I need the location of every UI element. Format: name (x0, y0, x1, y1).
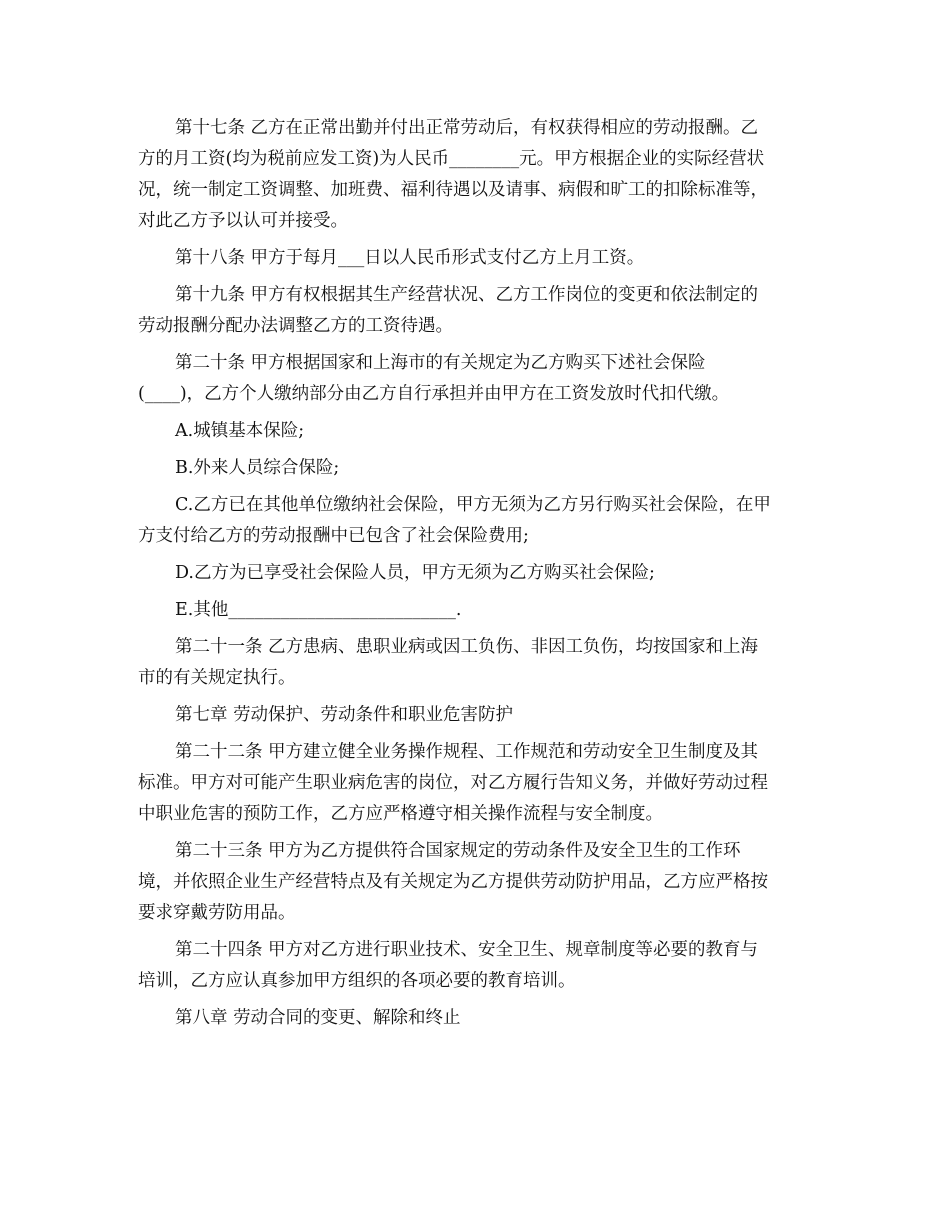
article-21 (138, 632, 814, 694)
text-line: 第十八条 甲方于每月___日以人民币形式支付乙方上月工资。 (175, 248, 645, 268)
text-line: 况，统一制定工资调整、加班费、福利待遇以及请事、病假和旷工的扣除标准等， (138, 180, 768, 200)
text-line: 标准。甲方对可能产生职业病危害的岗位，对乙方履行告知义务，并做好劳动过程 (138, 773, 768, 793)
text-line: 劳动报酬分配办法调整乙方的工资待遇。 (138, 316, 453, 336)
chapter-8-heading (138, 1003, 814, 1034)
article-19 (138, 280, 814, 342)
text-line: 第二十三条 甲方为乙方提供符合国家规定的劳动条件及安全卫生的工作环 (175, 841, 741, 861)
text-line: 第七章 劳动保护、劳动条件和职业危害防护 (175, 705, 514, 725)
text-line: 方的月工资(均为税前应发工资)为人民币________元。甲方根据企业的实际经营状 (138, 149, 765, 169)
option-c (138, 490, 814, 552)
text-line: 境，并依照企业生产经营特点及有关规定为乙方提供劳动防护用品，乙方应严格按 (138, 872, 768, 892)
article-18 (138, 243, 814, 274)
text-line: 第二十一条 乙方患病、患职业病或因工负伤、非因工负伤，均按国家和上海 (175, 637, 759, 657)
text-line: 方支付给乙方的劳动报酬中已包含了社会保险费用; (138, 526, 529, 546)
option-d (138, 558, 814, 589)
text-line: 第十七条 乙方在正常出勤并付出正常劳动后，有权获得相应的劳动报酬。乙 (175, 118, 759, 138)
text-line: 第八章 劳动合同的变更、解除和终止 (175, 1008, 461, 1028)
text-line: C.乙方已在其他单位缴纳社会保险，甲方无须为乙方另行购买社会保险，在甲 (175, 495, 771, 515)
option-e (138, 595, 814, 626)
text-line: B.外来人员综合保险; (175, 458, 340, 478)
text-line: E.其他__________________________. (175, 600, 462, 620)
text-line: 第二十二条 甲方建立健全业务操作规程、工作规范和劳动安全卫生制度及其 (175, 742, 759, 762)
text-line: 第十九条 甲方有权根据其生产经营状况、乙方工作岗位的变更和依法制定的 (175, 285, 759, 305)
text-line: 对此乙方予以认可并接受。 (138, 211, 348, 231)
text-line: 中职业危害的预防工作，乙方应严格遵守相关操作流程与安全制度。 (138, 804, 663, 824)
option-a (138, 416, 814, 447)
article-22 (138, 737, 814, 830)
text-line: 第二十四条 甲方对乙方进行职业技术、安全卫生、规章制度等必要的教育与 (175, 940, 759, 960)
text-line: (____)，乙方个人缴纳部分由乙方自行承担并由甲方在工资发放时代扣代缴。 (138, 384, 730, 404)
text-line: 市的有关规定执行。 (138, 668, 296, 688)
text-line: 第二十条 甲方根据国家和上海市的有关规定为乙方购买下述社会保险 (175, 353, 706, 373)
article-24 (138, 935, 814, 997)
article-23 (138, 836, 814, 929)
text-line: 培训，乙方应认真参加甲方组织的各项必要的教育培训。 (138, 971, 576, 991)
article-17 (138, 113, 814, 237)
text-line: 要求穿戴劳防用品。 (138, 903, 296, 923)
text-line: A.城镇基本保险; (175, 421, 305, 441)
document-body (138, 113, 814, 1040)
chapter-7-heading (138, 700, 814, 731)
article-20 (138, 348, 814, 410)
option-b (138, 453, 814, 484)
text-line: D.乙方为已享受社会保险人员，甲方无须为乙方购买社会保险; (175, 563, 655, 583)
